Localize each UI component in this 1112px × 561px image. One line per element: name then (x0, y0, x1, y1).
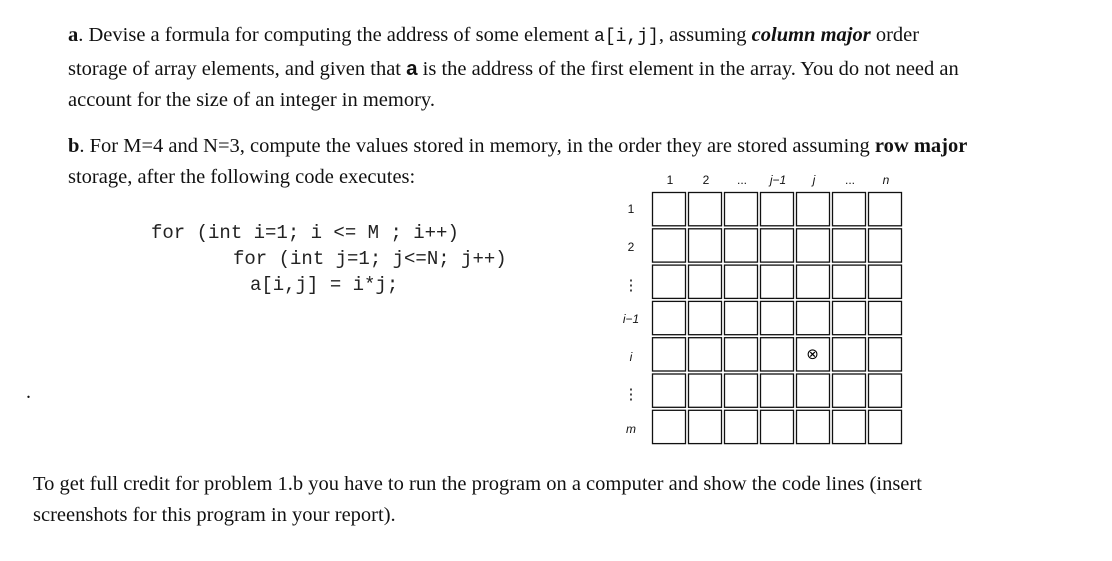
col-label-j: j (812, 173, 816, 187)
grid-cell (833, 265, 866, 298)
grid-cell (797, 265, 830, 298)
grid-cell (869, 338, 902, 371)
grid-cell (653, 301, 686, 334)
grid-cell (725, 301, 758, 334)
array-element-code: a[i,j] (594, 27, 659, 47)
grid-cell (653, 193, 686, 226)
grid-cell (869, 193, 902, 226)
grid-cell (653, 338, 686, 371)
grid-cell (797, 193, 830, 226)
part-b-line1: b. For M=4 and N=3, compute the values stored in memory, in the order they are stored assuming row major (68, 135, 968, 157)
grid-cell (833, 374, 866, 407)
row-label-2: 2 (627, 240, 635, 254)
var-a: a (406, 57, 418, 80)
grid-cell (797, 374, 830, 407)
grid-cell (833, 338, 866, 371)
grid-cell (689, 410, 722, 443)
grid-cell (653, 229, 686, 262)
grid-cell (689, 301, 722, 334)
grid-cell (869, 410, 902, 443)
grid-cell (797, 301, 830, 334)
row-label-vdots-2: ⋮ (623, 386, 639, 403)
row-label-m: m (626, 422, 636, 436)
code-line-1: for (int i=1; i <= M ; i++) (151, 222, 459, 244)
cell-marker-icon: ⊗ (806, 344, 819, 363)
code-line-2: for (int j=1; j<=N; j++) (233, 248, 507, 270)
col-label-dots-2: ... (844, 173, 855, 187)
grid-cell (725, 374, 758, 407)
grid-cell (725, 410, 758, 443)
col-label-j-minus-1: j−1 (769, 173, 787, 187)
grid-cell (761, 193, 794, 226)
memory-grid (650, 190, 910, 448)
grid-cell (689, 338, 722, 371)
part-a-line3: account for the size of an integer in memory. (68, 89, 435, 111)
grid-cell (653, 410, 686, 443)
grid-cell (761, 265, 794, 298)
col-label-2: 2 (702, 173, 710, 187)
grid-cell (833, 229, 866, 262)
footer-line1: To get full credit for problem 1.b you have to run the program on a computer and show the code lines (insert (33, 473, 922, 495)
grid-cell (689, 265, 722, 298)
grid-cell (689, 374, 722, 407)
grid-cell (833, 301, 866, 334)
grid-cell (761, 374, 794, 407)
row-label-i: i (629, 350, 633, 364)
col-label-dots: ... (736, 173, 747, 187)
part-a-line2: storage of array elements, and given that a is the address of the first element in the array. You do not need an (68, 57, 959, 80)
grid-cell (761, 410, 794, 443)
grid-cell (689, 193, 722, 226)
col-label-1: 1 (666, 173, 674, 187)
part-b-label: b (68, 135, 80, 157)
grid-cell (869, 301, 902, 334)
grid-cell (797, 229, 830, 262)
grid-cell (653, 374, 686, 407)
grid-cell (761, 301, 794, 334)
footer-note (33, 469, 922, 531)
grid-cell (725, 338, 758, 371)
grid-cell (869, 229, 902, 262)
grid-cell (869, 374, 902, 407)
grid-cell (725, 265, 758, 298)
row-label-i-minus-1: i−1 (622, 312, 640, 326)
question-part-a (68, 20, 959, 116)
grid-cell (653, 265, 686, 298)
part-b-line2: storage, after the following code executes: (68, 166, 416, 188)
grid-cell (761, 338, 794, 371)
footer-line2: screenshots for this program in your report). (33, 504, 396, 526)
grid-cell (761, 229, 794, 262)
grid-cell (725, 229, 758, 262)
grid-cell (725, 193, 758, 226)
grid-cell (869, 265, 902, 298)
stray-mark: . (26, 381, 31, 403)
grid-cell (797, 410, 830, 443)
grid-cell (833, 410, 866, 443)
part-a-label: a (68, 24, 79, 46)
column-major-emphasis: column major (751, 24, 871, 46)
row-label-vdots: ⋮ (623, 277, 639, 294)
row-major-emphasis: row major (874, 135, 968, 157)
row-label-1: 1 (627, 202, 635, 216)
grid-cell (833, 193, 866, 226)
part-a-line1: a. Devise a formula for computing the address of some element a[i,j], assuming column major order (68, 24, 920, 47)
code-line-3: a[i,j] = i*j; (250, 274, 399, 296)
col-label-n: n (882, 173, 890, 187)
grid-cell (689, 229, 722, 262)
